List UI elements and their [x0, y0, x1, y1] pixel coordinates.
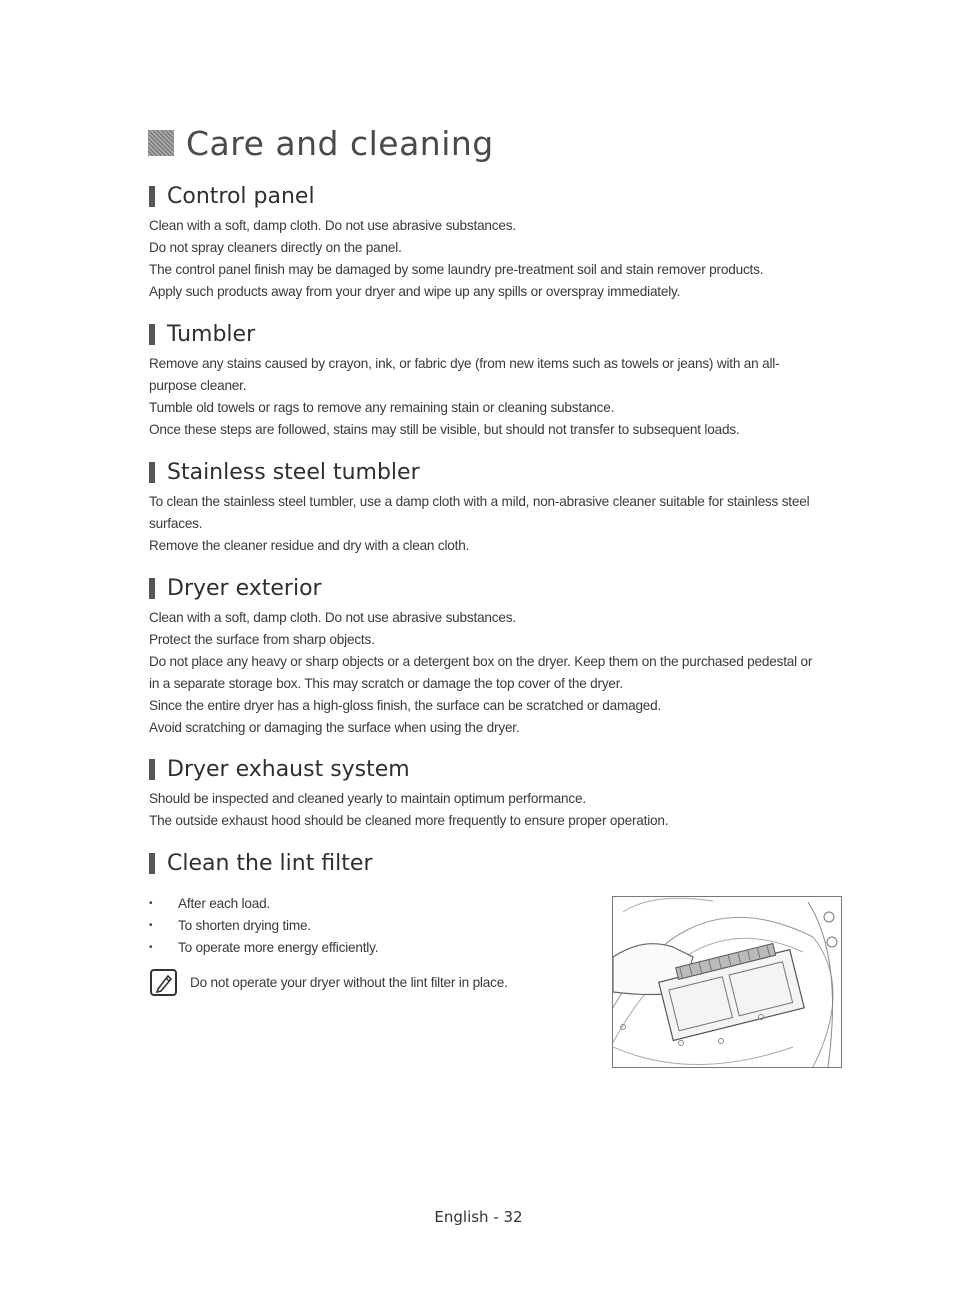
body-line: Avoid scratching or damaging the surface when using the dryer. — [149, 720, 520, 735]
heading-bar-icon — [149, 759, 155, 780]
body-line: in a separate storage box. This may scratch or damage the top cover of the dryer. — [149, 676, 623, 691]
bullet-icon: • — [149, 898, 153, 909]
lint-filter-drawing — [613, 897, 841, 1067]
bullet-icon: • — [149, 920, 153, 931]
heading-bar-icon — [149, 853, 155, 874]
body-line: purpose cleaner. — [149, 378, 247, 393]
body-line: Clean with a soft, damp cloth. Do not use abrasive substances. — [149, 218, 516, 233]
section-clean-lint-filter — [149, 847, 849, 882]
body-line: To clean the stainless steel tumbler, use a damp cloth with a mild, non-abrasive cleaner suitable for stainless steel — [149, 494, 810, 509]
section-title: Tumbler — [167, 321, 256, 347]
body-line: Should be inspected and cleaned yearly to maintain optimum performance. — [149, 791, 586, 806]
note-pencil-icon — [149, 968, 178, 997]
body-line: Since the entire dryer has a high-gloss finish, the surface can be scratched or damaged. — [149, 698, 662, 713]
page-title-text: Care and cleaning — [186, 123, 494, 163]
body-line: Once these steps are followed, stains may still be visible, but should not transfer to subsequent loads. — [149, 422, 740, 437]
body-line: Remove any stains caused by crayon, ink, or fabric dye (from new items such as towels or jeans) with an all- — [149, 356, 780, 371]
list-item — [149, 915, 378, 937]
heading-bar-icon — [149, 186, 155, 207]
section-title: Stainless steel tumbler — [167, 459, 420, 485]
section-tumbler — [149, 318, 849, 441]
section-title: Dryer exterior — [167, 575, 322, 601]
list-item — [149, 937, 378, 959]
body-line: Tumble old towels or rags to remove any remaining stain or cleaning substance. — [149, 400, 615, 415]
heading-bar-icon — [149, 324, 155, 345]
note — [149, 968, 508, 997]
list-item-text: To shorten drying time. — [178, 918, 311, 933]
section-stainless-steel-tumbler — [149, 456, 849, 557]
body-line: Do not place any heavy or sharp objects or a detergent box on the dryer. Keep them on the purchased pedestal or — [149, 654, 813, 669]
section-dryer-exhaust-system — [149, 753, 849, 832]
body-line: surfaces. — [149, 516, 203, 531]
list-item — [149, 893, 378, 915]
list-item-text: After each load. — [178, 896, 271, 911]
list-item-text: To operate more energy efficiently. — [178, 940, 379, 955]
body-line: Remove the cleaner residue and dry with a clean cloth. — [149, 538, 470, 553]
body-line: Protect the surface from sharp objects. — [149, 632, 375, 647]
section-title: Control panel — [167, 183, 315, 209]
page-footer: English - 32 — [434, 1208, 523, 1226]
bullet-icon: • — [149, 942, 153, 953]
heading-bar-icon — [149, 578, 155, 599]
lint-filter-illustration — [612, 896, 842, 1068]
title-square-icon — [148, 130, 174, 156]
body-line: Clean with a soft, damp cloth. Do not use abrasive substances. — [149, 610, 516, 625]
body-line: The control panel finish may be damaged by some laundry pre-treatment soil and stain remover products. — [149, 262, 764, 277]
body-line: The outside exhaust hood should be cleaned more frequently to ensure proper operation. — [149, 813, 669, 828]
body-line: Do not spray cleaners directly on the panel. — [149, 240, 402, 255]
body-line: Apply such products away from your dryer and wipe up any spills or overspray immediately. — [149, 284, 681, 299]
section-title: Dryer exhaust system — [167, 756, 410, 782]
heading-bar-icon — [149, 462, 155, 483]
lint-bullet-list — [149, 893, 378, 959]
section-control-panel — [149, 180, 849, 303]
section-title: Clean the lint filter — [167, 850, 373, 876]
page-title — [148, 118, 494, 168]
note-text: Do not operate your dryer without the lint filter in place. — [190, 975, 508, 990]
section-dryer-exterior — [149, 572, 849, 739]
